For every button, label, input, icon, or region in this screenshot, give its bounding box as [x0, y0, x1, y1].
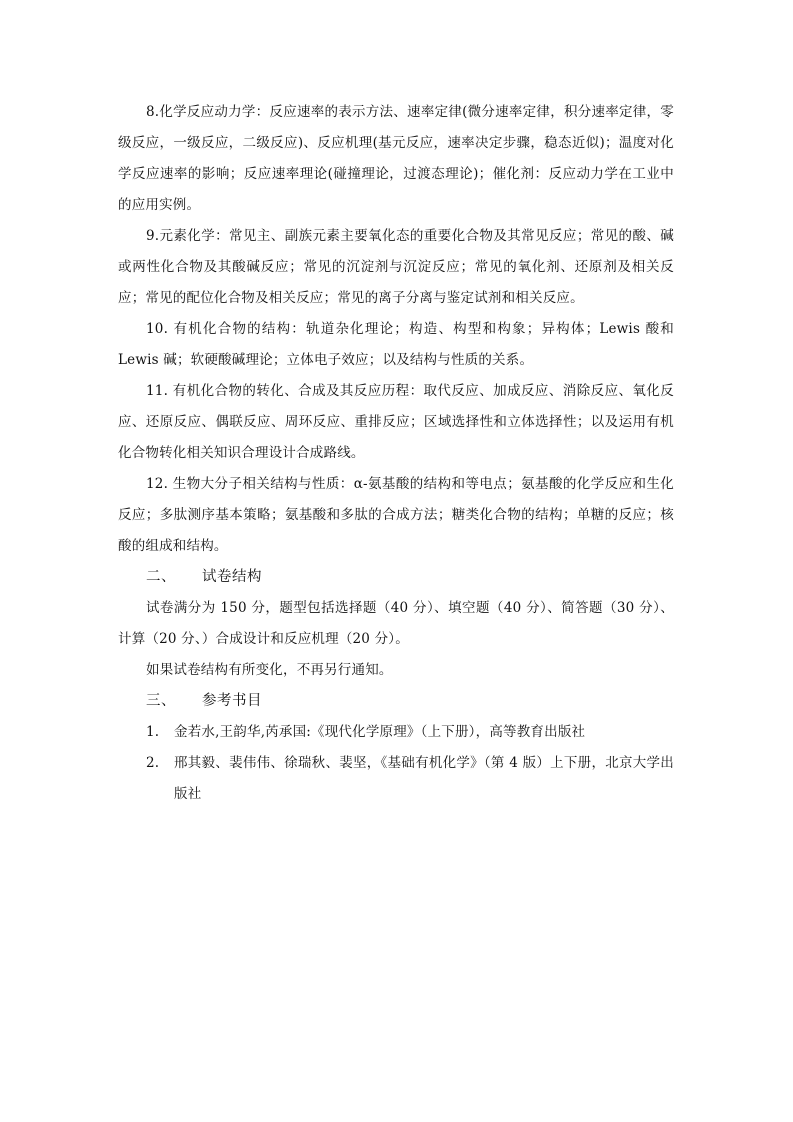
reference-item [118, 717, 674, 748]
reference-index: 1. [146, 724, 160, 740]
reference-item [118, 748, 674, 810]
section-heading-references [118, 686, 674, 717]
syllabus-item-8: 8.化学反应动力学：反应速率的表示方法、速率定律(微分速率定律，积分速率定律，零级反应，一级反应，二级反应)、反应机理(基元反应，速率决定步骤，稳态近似)；温度对化学反应速率的影响；反应速率理论(碰撞理论，过渡态理论)；催化剂：反应动力学在工业中的应用实例。 [118, 104, 674, 213]
section-number: 二、 [146, 569, 176, 585]
reference-index: 2. [146, 755, 160, 771]
reference-text: 邢其毅、裴伟伟、徐瑞秋、裴坚，《基础有机化学》（第 4 版）上下册，北京大学出版社 [174, 755, 674, 802]
exam-structure-notice: 如果试卷结构有所变化，不再另行通知。 [146, 662, 393, 678]
syllabus-item-10: 10. 有机化合物的结构：轨道杂化理论；构造、构型和构象；异构体；Lewis 酸和 Lewis 碱；软硬酸碱理论；立体电子效应；以及结构与性质的关系。 [118, 321, 674, 368]
section-heading-exam-structure [118, 562, 674, 593]
page-content [118, 97, 674, 810]
reference-text: 金若水,王韵华,芮承国:《现代化学原理》（上下册），高等教育出版社 [174, 724, 586, 740]
exam-structure-text: 试卷满分为 150 分，题型包括选择题（40 分）、填空题（40 分）、简答题（30 分）、计算（20 分、）合成设计和反应机理（20 分）。 [118, 600, 674, 647]
section-number: 三、 [146, 693, 176, 709]
section-title: 试卷结构 [202, 569, 262, 585]
syllabus-item-9: 9.元素化学：常见主、副族元素主要氧化态的重要化合物及其常见反应；常见的酸、碱或两性化合物及其酸碱反应；常见的沉淀剂与沉淀反应；常见的氧化剂、还原剂及相关反应；常见的配位化合物及相关反应；常见的离子分离与鉴定试剂和相关反应。 [118, 228, 674, 306]
syllabus-item-12: 12. 生物大分子相关结构与性质：α-氨基酸的结构和等电点；氨基酸的化学反应和生化反应；多肽测序基本策略；氨基酸和多肽的合成方法；糖类化合物的结构；单糖的反应；核酸的组成和结构。 [118, 476, 674, 554]
syllabus-item-11: 11. 有机化合物的转化、合成及其反应历程：取代反应、加成反应、消除反应、氧化反应、还原反应、偶联反应、周环反应、重排反应；区域选择性和立体选择性；以及运用有机化合物转化相关知识合理设计合成路线。 [118, 383, 674, 461]
section-title: 参考书目 [202, 693, 262, 709]
reference-list [118, 717, 674, 810]
